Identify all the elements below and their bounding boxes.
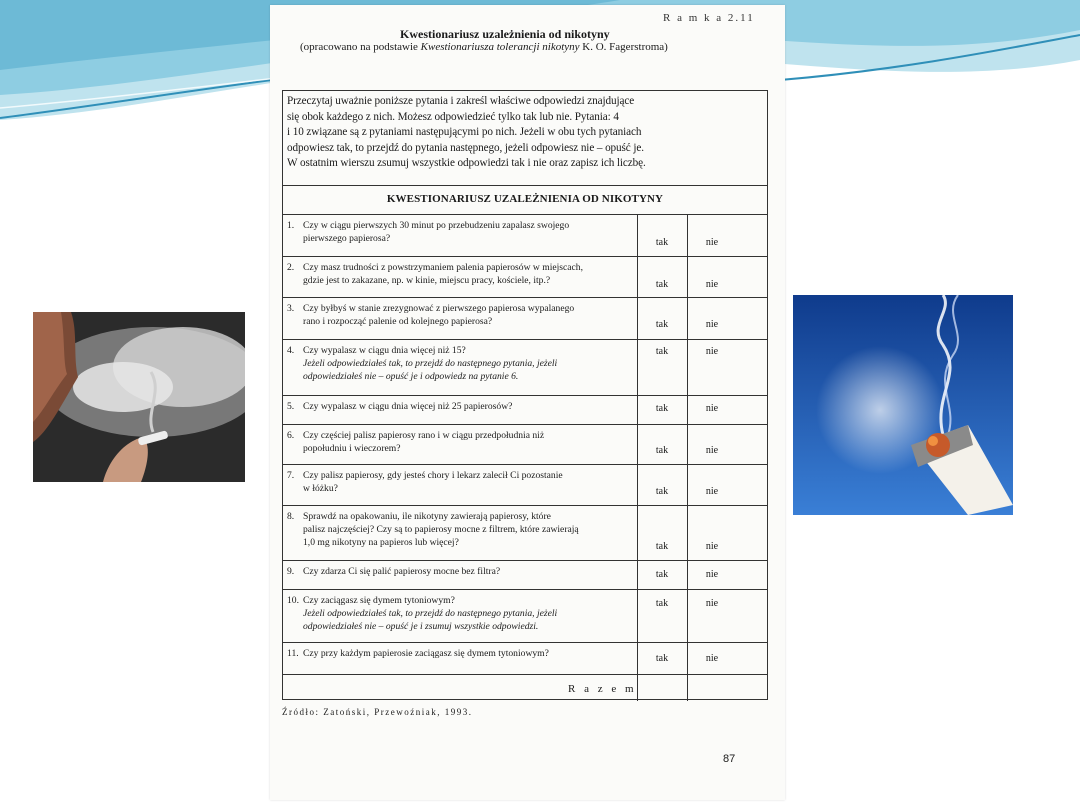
row-divider [283,424,767,425]
answer-no[interactable]: nie [705,653,719,664]
questionnaire-scan [270,5,785,800]
question-line: Czy zdarza Ci się palić papierosy mocne bez filtra? [303,566,501,577]
question-line: Czy przy każdym papierosie zaciągasz się dymem tytoniowym? [303,648,549,659]
question-text [287,469,637,495]
question-number: 2. [287,262,295,273]
question-number: 8. [287,511,295,522]
question-note: odpowiedziałeś nie – opuść je i odpowiedz na pytanie 6. [303,371,519,382]
answer-no[interactable]: nie [705,541,719,552]
question-text [287,510,637,549]
instruction-line: odpowiesz tak, to przejdź do pytania następnego, jeżeli odpowiesz nie – opuść je. [287,141,644,154]
question-number: 4. [287,345,295,356]
answer-yes[interactable]: tak [655,598,669,609]
question-line: palisz najczęściej? Czy są to papierosy mocne z filtrem, które zawierają [303,524,579,535]
source-note: Źródło: Zatoński, Przewoźniak, 1993. [282,707,473,717]
question-line: pierwszego papierosa? [303,233,391,244]
question-text [287,219,637,245]
answer-no[interactable]: nie [705,279,719,290]
question-line: rano i rozpocząć palenie od kolejnego papierosa? [303,316,493,327]
question-text [287,261,637,287]
instruction-line: i 10 związane są z pytaniami następującymi po nich. Jeżeli w obu tych pytaniach [287,126,642,138]
question-number: 11. [287,648,299,659]
question-note: odpowiedziałeś nie – opuść je i zsumuj wszystkie odpowiedzi. [303,621,539,632]
answer-yes[interactable]: tak [655,486,669,497]
questionnaire-table [282,90,768,700]
smoker-photo [33,312,245,482]
row-divider [283,339,767,340]
question-number: 6. [287,430,295,441]
instruction-line: Przeczytaj uważnie poniższe pytania i zakreśl właściwe odpowiedzi znajdujące [287,95,635,107]
answer-no[interactable]: nie [705,598,719,609]
answer-yes[interactable]: tak [655,237,669,248]
question-line: 1,0 mg nikotyny na papieros lub więcej? [303,537,459,548]
table-title: KWESTIONARIUSZ UZALEŻNIENIA OD NIKOTYNY [386,193,664,205]
question-line: Sprawdź na opakowaniu, ile nikotyny zawierają papierosy, które [303,511,551,522]
question-number: 5. [287,401,295,412]
question-text [287,429,637,455]
answer-yes[interactable]: tak [655,279,669,290]
question-text [287,594,637,633]
cigarette-photo [793,295,1013,515]
answer-yes[interactable]: tak [655,403,669,414]
question-text [287,565,637,578]
question-line: Czy byłbyś w stanie zrezygnować z pierwszego papierosa wypalanego [303,303,575,314]
row-divider [283,464,767,465]
total-label: R a z e m [568,683,637,695]
answer-yes[interactable]: tak [655,653,669,664]
answer-yes[interactable]: tak [655,319,669,330]
answer-no[interactable]: nie [705,569,719,580]
page-number: 87 [723,753,736,765]
question-line: w łóżku? [303,483,338,494]
question-line: Czy masz trudności z powstrzymaniem palenia papierosów w miejscach, [303,262,583,273]
question-number: 7. [287,470,295,481]
document-title: Kwestionariusz uzależnienia od nikotyny [400,27,610,41]
question-text [287,647,637,660]
row-divider [283,256,767,257]
question-text [287,302,637,328]
question-line: Czy częściej palisz papierosy rano i w ciągu przedpołudnia niż [303,430,545,441]
answer-no[interactable]: nie [705,486,719,497]
question-line: popołudniu i wieczorem? [303,443,401,454]
row-divider [283,560,767,561]
question-line: Czy palisz papierosy, gdy jesteś chory i lekarz zalecił Ci pozostanie [303,470,563,481]
row-divider [283,505,767,506]
question-number: 10. [287,595,299,606]
instructions [287,94,763,172]
question-number: 1. [287,220,295,231]
box-label: R a m k a 2.11 [663,12,755,24]
question-text [287,400,637,413]
divider [283,214,767,215]
row-divider [283,297,767,298]
question-line: Czy wypalasz w ciągu dnia więcej niż 15? [303,345,466,356]
answer-no[interactable]: nie [705,346,719,357]
row-divider [283,395,767,396]
answer-yes[interactable]: tak [655,541,669,552]
question-number: 9. [287,566,295,577]
answer-no[interactable]: nie [705,237,719,248]
instruction-line: się obok każdego z nich. Możesz odpowiedzieć tylko tak lub nie. Pytania: 4 [287,110,619,123]
answer-no[interactable]: nie [705,403,719,414]
document-subtitle: (opracowano na podstawie Kwestionariusza tolerancji nikotyny K. O. Fagerstroma) [300,41,668,53]
answer-yes[interactable]: tak [655,346,669,357]
question-line: Czy w ciągu pierwszych 30 minut po przebudzeniu zapalasz swojego [303,220,570,231]
question-text [287,344,637,383]
answer-no[interactable]: nie [705,445,719,456]
row-divider [283,589,767,590]
instruction-line: W ostatnim wierszu zsumuj wszystkie odpowiedzi tak i nie oraz zapisz ich liczbę. [287,157,646,169]
question-note: Jeżeli odpowiedziałeś tak, to przejdź do następnego pytania, jeżeli [303,358,558,369]
row-divider [283,642,767,643]
answer-yes[interactable]: tak [655,445,669,456]
question-line: Czy wypalasz w ciągu dnia więcej niż 25 papierosów? [303,401,513,412]
question-line: gdzie jest to zakazane, np. w kinie, miejscu pracy, kościele, itp.? [303,275,551,286]
question-number: 3. [287,303,295,314]
divider [283,185,767,186]
row-divider [283,674,767,675]
question-line: Czy zaciągasz się dymem tytoniowym? [303,595,455,606]
question-note: Jeżeli odpowiedziałeś tak, to przejdź do następnego pytania, jeżeli [303,608,558,619]
answer-yes[interactable]: tak [655,569,669,580]
answer-no[interactable]: nie [705,319,719,330]
